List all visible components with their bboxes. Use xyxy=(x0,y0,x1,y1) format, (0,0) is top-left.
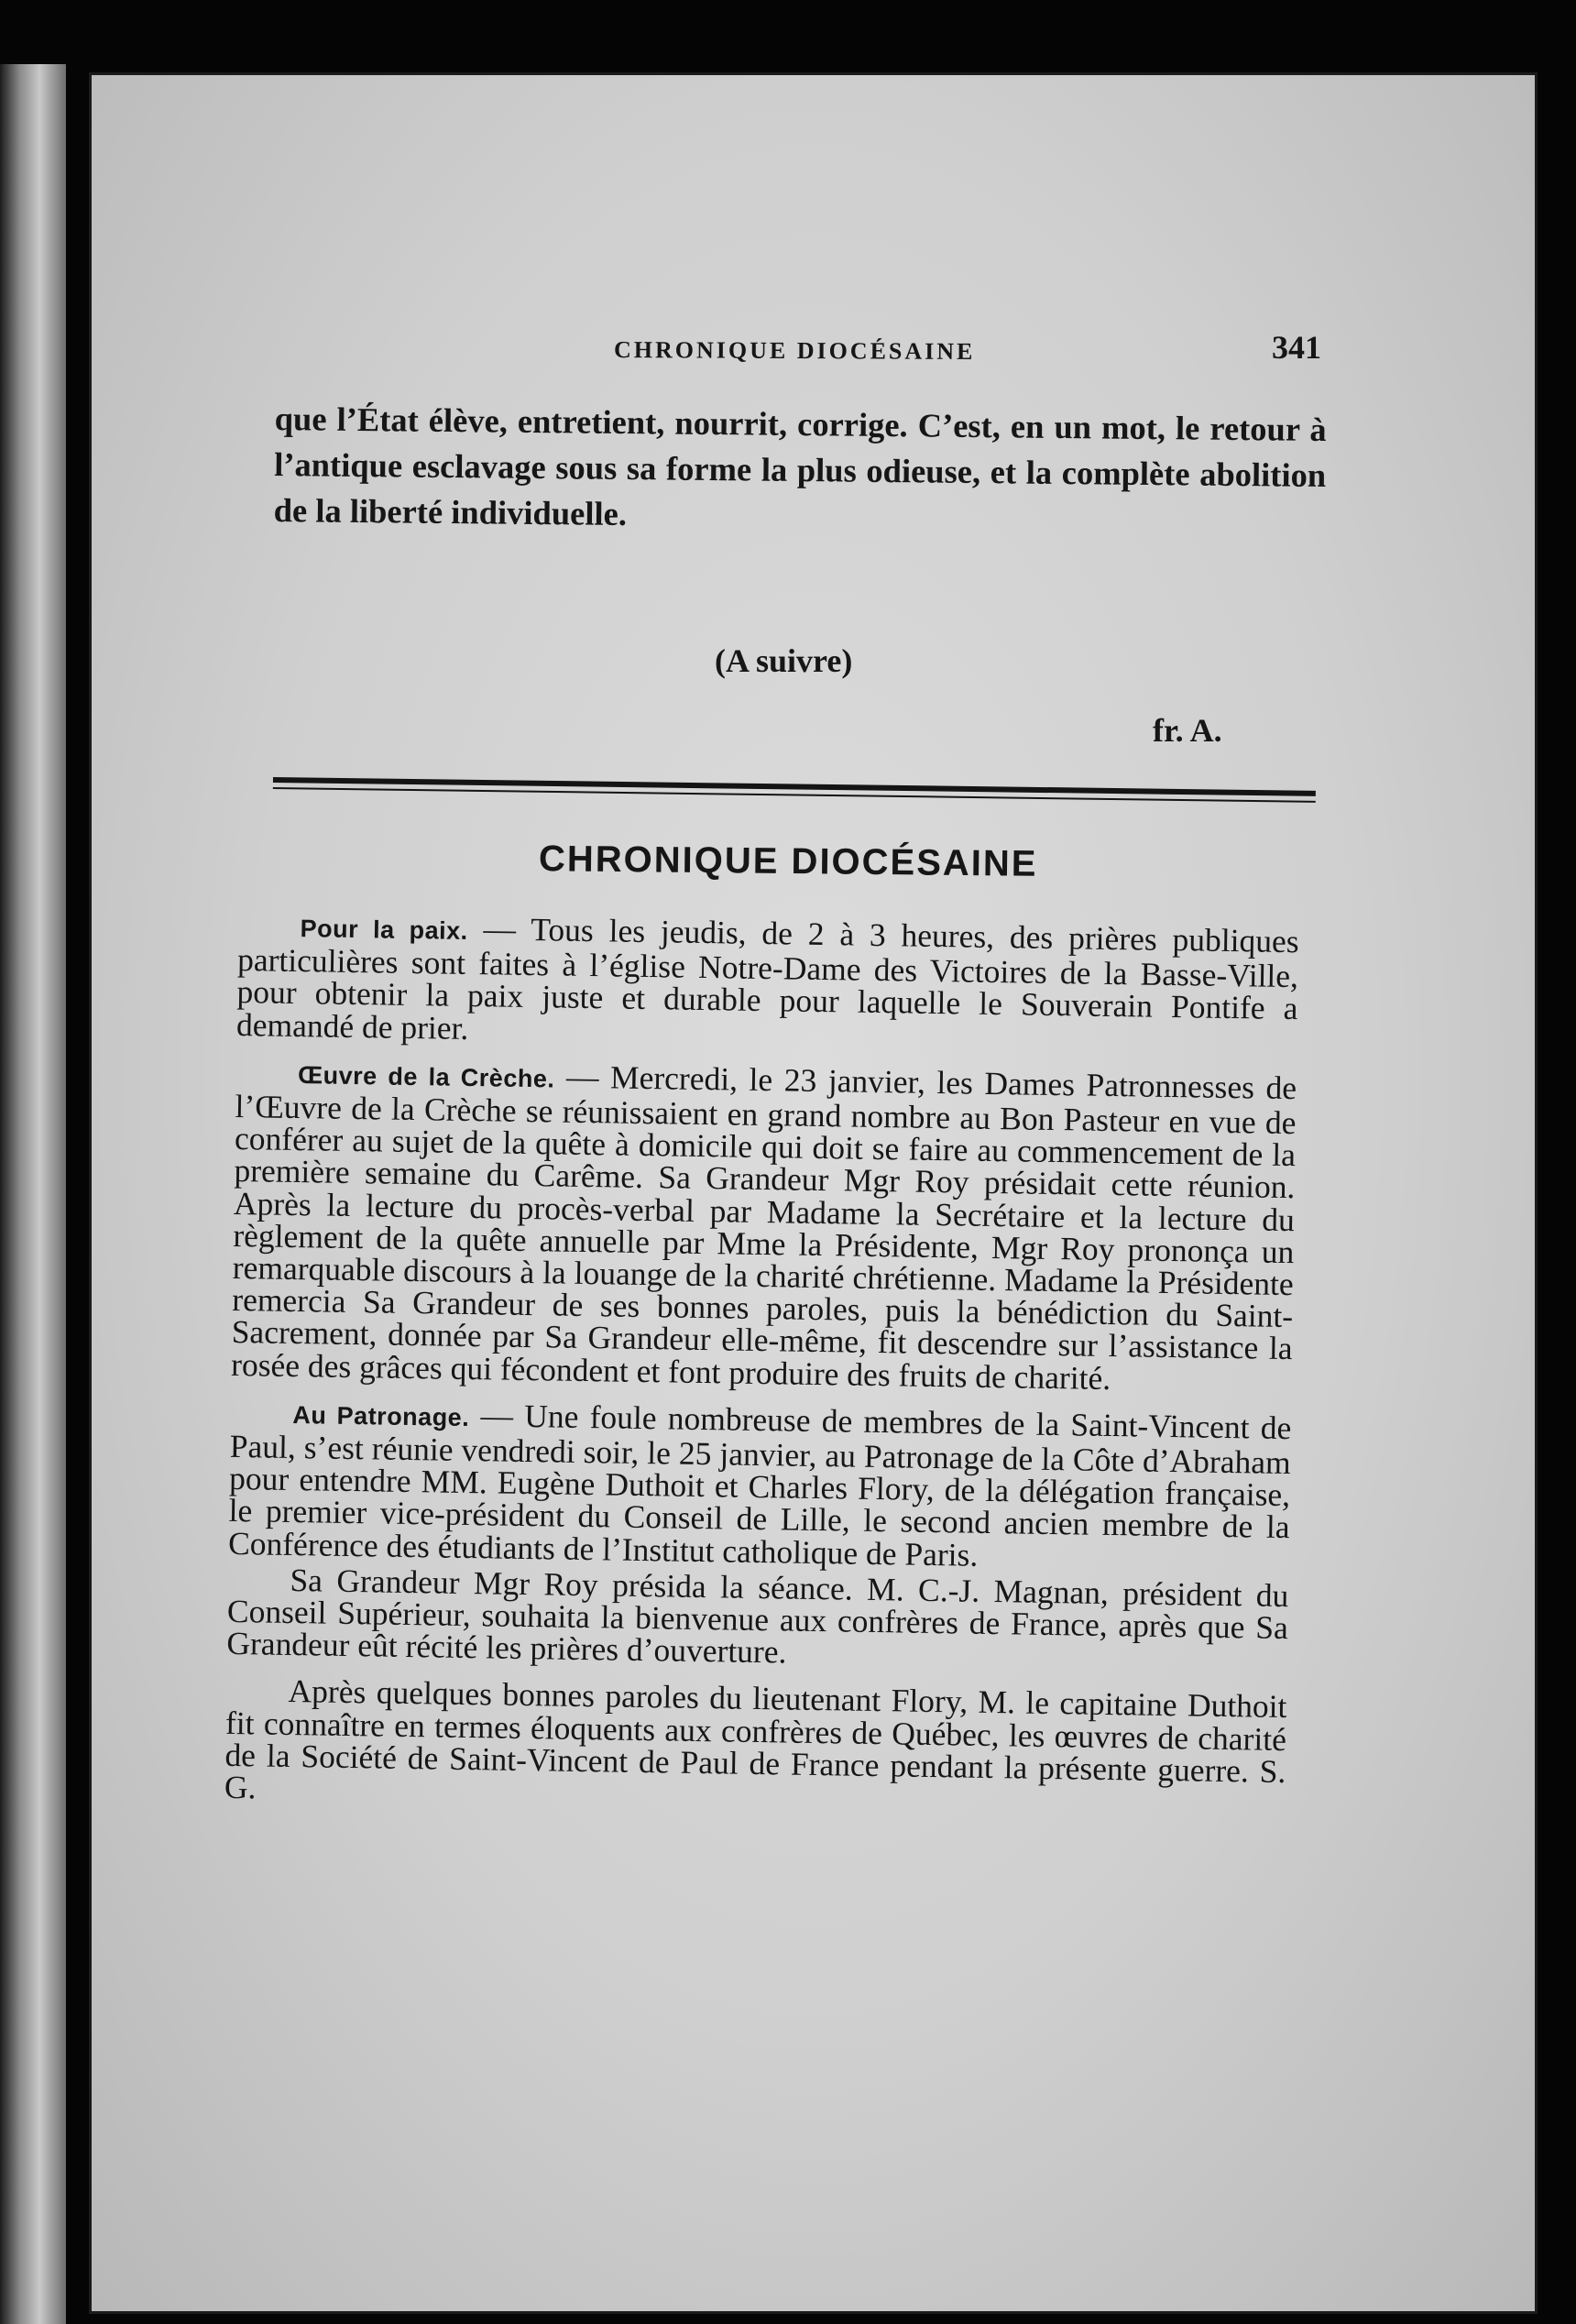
news-item xyxy=(236,909,1299,1058)
item-rubric: Pour la paix. xyxy=(300,915,468,945)
previous-article-closing: que l’État élève, entretient, nourrit, corrige. C’est, en un mot, le retour à l’antique esclavage sous sa forme la plus odieuse, et la complète abolition de la liberté individuelle. xyxy=(273,399,1327,533)
continuation-note: (A suivre) xyxy=(715,642,853,679)
news-item xyxy=(228,1396,1292,1576)
item-text: — Une foule nombreuse de membres de la Saint-Vincent de Paul, s’est réunie vendredi soir, le 25 janvier, au Patronage de la Côte d’Abraham pour entendre MM. Eugène Duthoit et Charles Flory, de la délégation française, le premier vice-président du Conseil de Lille, le second ancien membre de la Conférence des étudiants de l’Institut catholique de Paris. xyxy=(227,1397,1292,1573)
adjacent-page-edge xyxy=(0,64,66,2324)
item-rubric: Œuvre de la Crèche. xyxy=(297,1060,555,1093)
body-paragraph: Après quelques bonnes paroles du lieutenant Flory, M. le capitaine Duthoit fit connaître en termes éloquents aux confrères de Québec, les œuvres de charité de la Société de Saint-Vincent de Paul de France pendant la présente guerre. S. G. xyxy=(224,1672,1287,1806)
item-text: — Tous les jeudis, de 2 à 3 heures, des prières publiques particulières sont faites à l’église Notre-Dame des Victoires de la Basse-Ville, pour obtenir la paix juste et durable pour laquelle le Souverain Pontife a demandé de prier. xyxy=(235,910,1299,1047)
running-head: CHRONIQUE DIOCÉSAINE xyxy=(613,335,976,366)
item-text: — Mercredi, le 23 janvier, les Dames Patronnesses de l’Œuvre de la Crèche se réunissaient en grand nombre au Bon Pasteur en vue de conférer au sujet de la quête à domicile qui doit se faire au commencement de la première semaine du Carême. Sa Grandeur Mgr Roy présidait cette réunion. Après la lecture du procès-verbal par Madame la Secrétaire et la lecture du règlement de la quête annuelle par Mme la Présidente, Mgr Roy prononça un remarquable discours à la louange de la charité chrétienne. Madame la Présidente remercia Sa Grandeur de ses bonnes paroles, puis la bénédiction du Saint-Sacrement, donnée par Sa Grandeur elle-même, fit descendre sur l’assistance la rosée des grâces qui fécondent et font produire des fruits de charité. xyxy=(230,1058,1297,1397)
author-signature: fr. A. xyxy=(1153,712,1222,749)
page-number: 341 xyxy=(1272,329,1321,366)
book-page xyxy=(92,75,1535,2311)
section-title: CHRONIQUE DIOCÉSAINE xyxy=(538,839,1038,884)
body-paragraph: Sa Grandeur Mgr Roy présida la séance. M. C.-J. Magnan, président du Conseil Supérieur, souhaita la bienvenue aux confrères de France, après que Sa Grandeur eût récité les prières d’ouverture. xyxy=(226,1561,1289,1671)
item-rubric: Au Patronage. xyxy=(292,1400,470,1431)
chronicle-body xyxy=(224,909,1299,1820)
news-item xyxy=(231,1056,1297,1398)
section-divider xyxy=(273,777,1316,803)
